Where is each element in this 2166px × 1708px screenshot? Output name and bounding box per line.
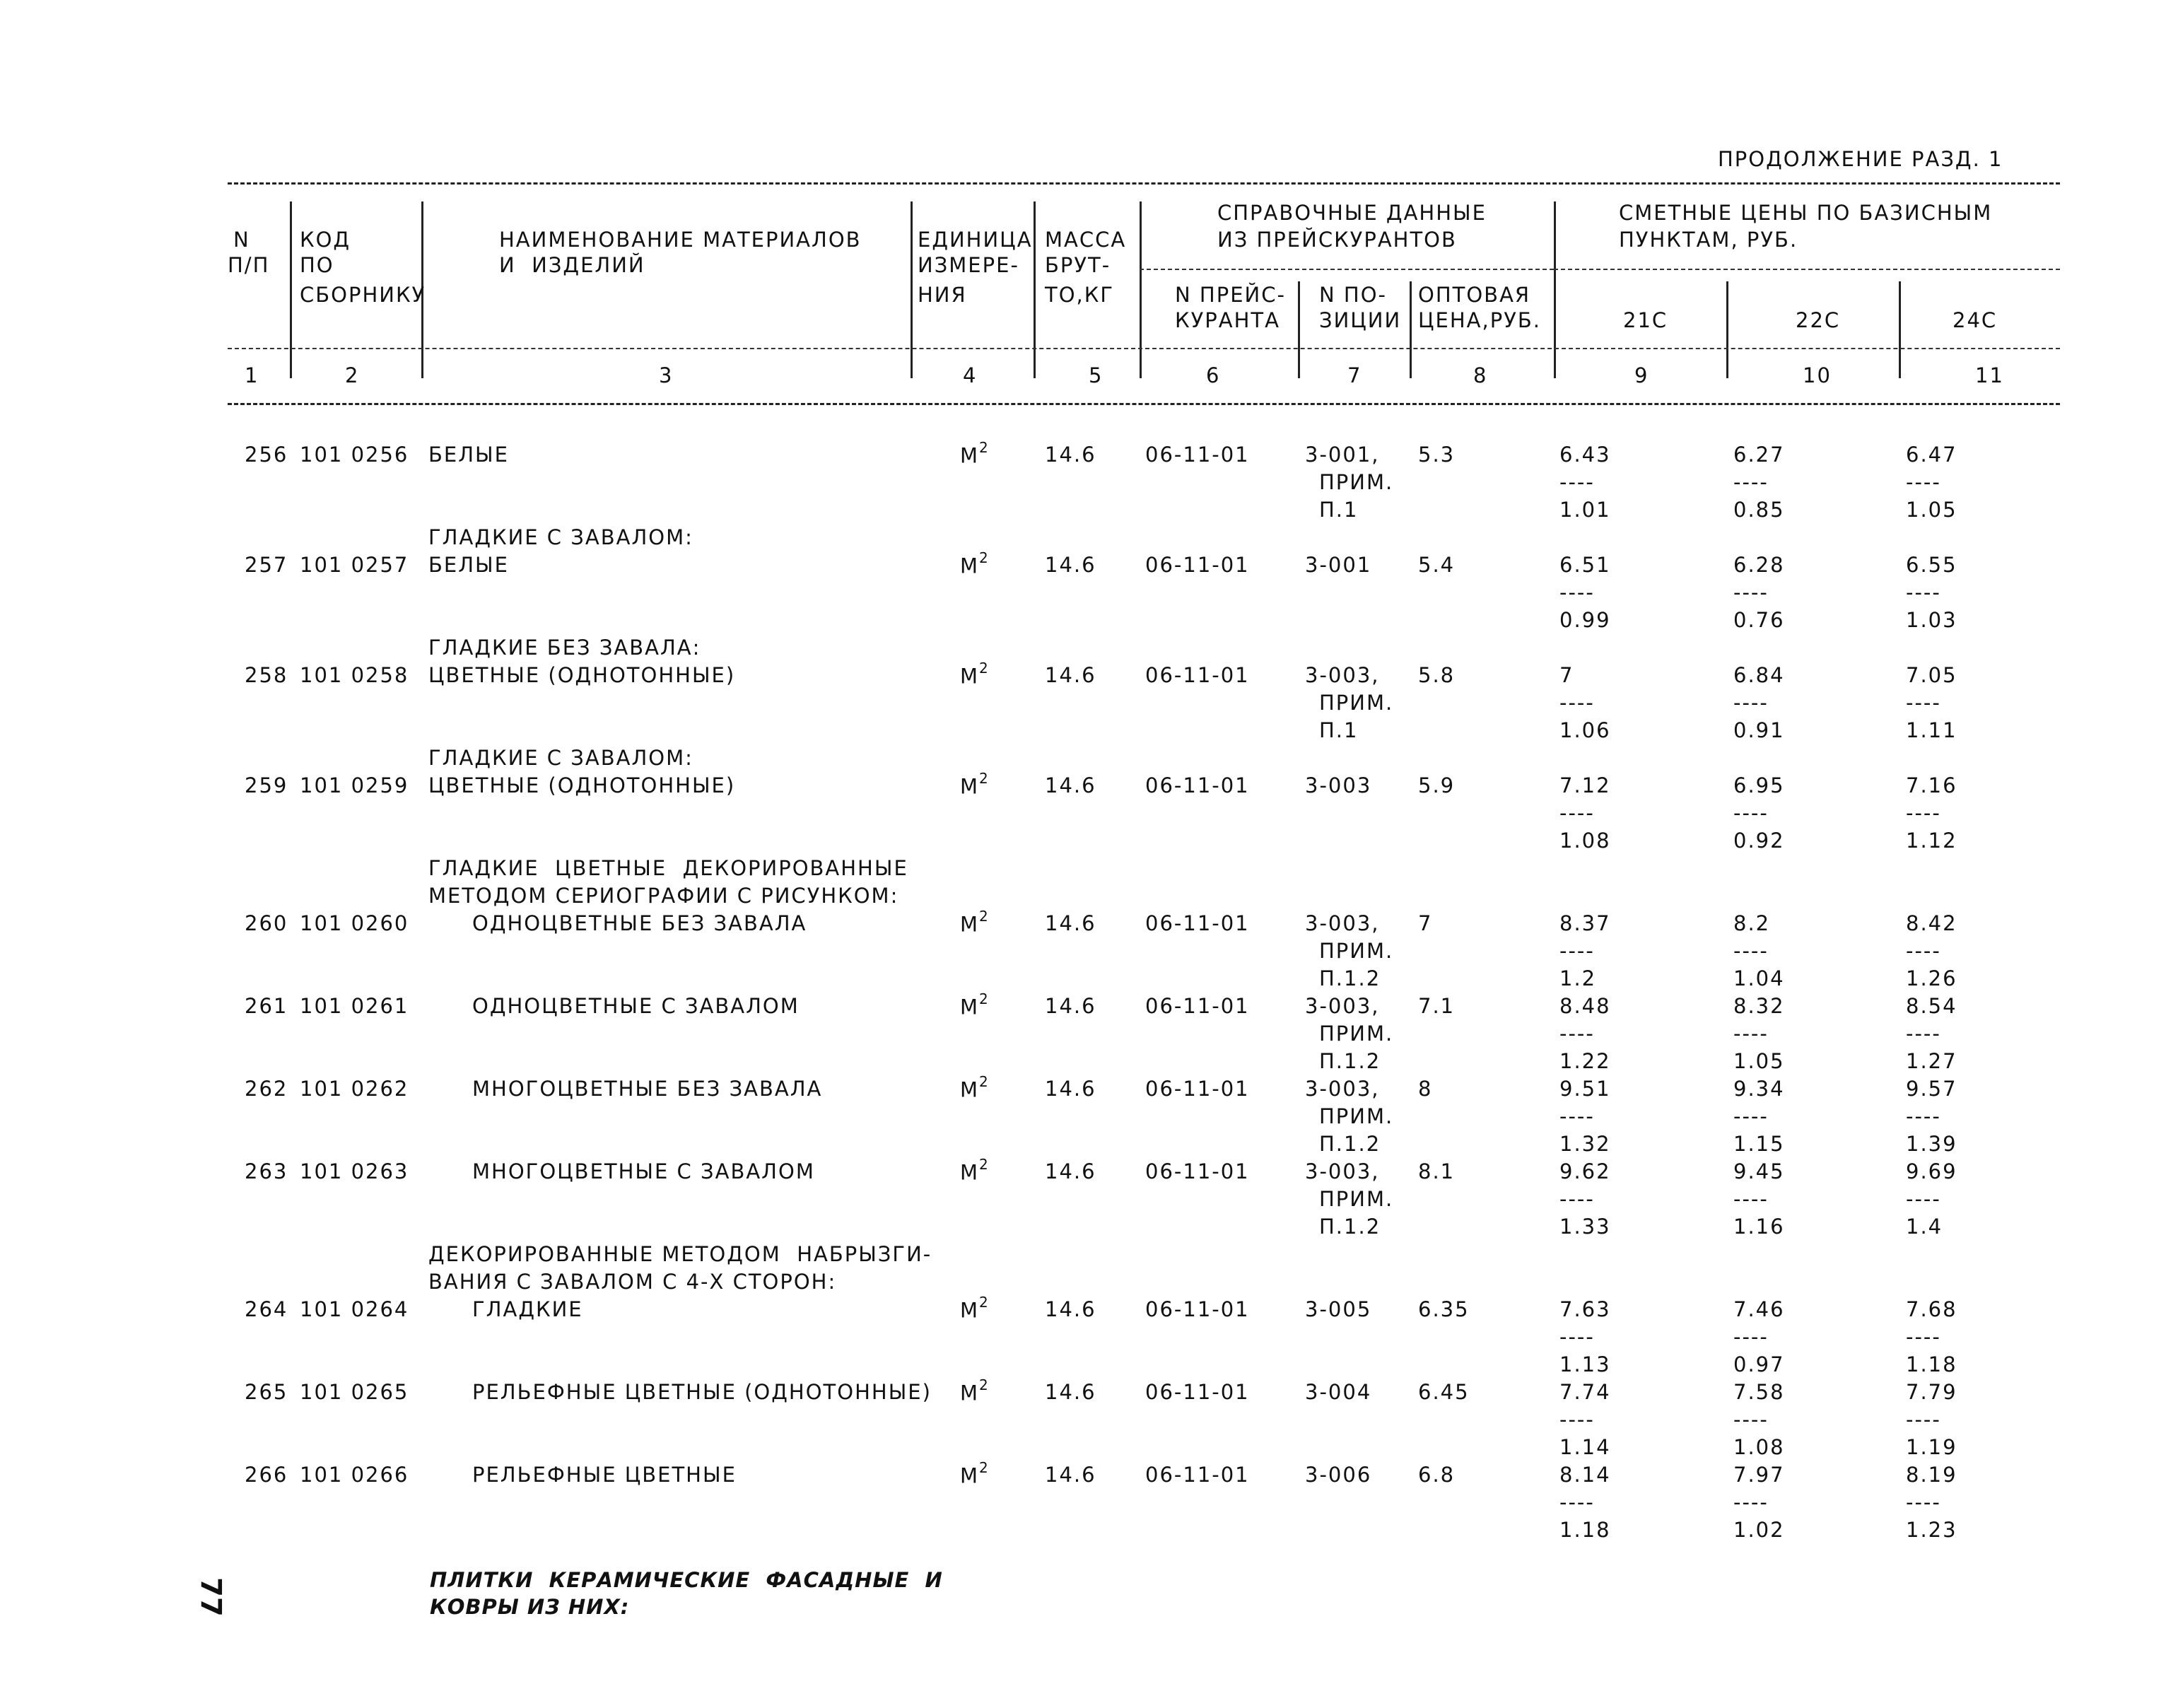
colnum-6: 6 <box>1206 363 1221 387</box>
est-price-c22: 6.95 <box>1733 773 1785 797</box>
row-position: 3-003, <box>1305 1159 1380 1183</box>
row-unit <box>960 438 990 468</box>
row-mass: 14.6 <box>1045 911 1096 935</box>
row-code: 101 0264 <box>300 1297 409 1321</box>
est-price-c24: 6.47 <box>1906 443 1957 467</box>
hdr-pos-1: N ПО- <box>1319 283 1388 307</box>
footer-heading-2: КОВРЫ ИЗ НИХ: <box>430 1595 630 1619</box>
est-price-c24: 7.16 <box>1906 773 1957 797</box>
row-price-list: 06-11-01 <box>1145 911 1250 935</box>
est-price-c24: 7.05 <box>1906 663 1957 687</box>
est-price-separator: ---- <box>1906 1325 1941 1349</box>
row-position: ПРИМ. <box>1319 470 1394 494</box>
est-price-c21: 9.62 <box>1559 1159 1611 1183</box>
est-price-separator: ---- <box>1559 580 1595 604</box>
row-wholesale-price: 8.1 <box>1418 1159 1456 1183</box>
est-price-c22-sub: 0.91 <box>1733 718 1785 742</box>
row-position: П.1.2 <box>1319 1132 1381 1156</box>
row-code: 101 0266 <box>300 1463 409 1487</box>
est-price-separator: ---- <box>1733 939 1769 963</box>
est-price-separator: ---- <box>1559 1104 1595 1128</box>
unit-symbol: М <box>960 912 980 937</box>
est-price-separator: ---- <box>1559 691 1595 715</box>
col-sep <box>1410 281 1412 378</box>
row-name: БЕЛЫЕ <box>428 443 509 467</box>
hdr-price-1: ОПТОВАЯ <box>1418 283 1531 307</box>
row-position: 3-005 <box>1305 1297 1372 1321</box>
colnum-4: 4 <box>963 363 978 387</box>
row-position: 3-004 <box>1305 1380 1372 1404</box>
est-price-c22: 7.58 <box>1733 1380 1785 1404</box>
est-price-c21: 7.63 <box>1559 1297 1611 1321</box>
row-position: 3-003 <box>1305 773 1372 797</box>
est-price-c22-sub: 0.85 <box>1733 498 1785 522</box>
est-price-separator: ---- <box>1733 691 1769 715</box>
est-price-c22: 6.84 <box>1733 663 1785 687</box>
col-sep <box>1899 281 1901 378</box>
row-position: П.1.2 <box>1319 966 1381 990</box>
est-price-c24-sub: 1.12 <box>1906 829 1957 853</box>
row-number: 262 <box>245 1077 288 1101</box>
row-name: МНОГОЦВЕТНЫЕ БЕЗ ЗАВАЛА <box>472 1077 823 1101</box>
unit-symbol: М <box>960 1077 980 1102</box>
est-price-separator: ---- <box>1733 1325 1769 1349</box>
col-sep <box>1554 201 1556 378</box>
row-position: ПРИМ. <box>1319 1104 1394 1128</box>
unit-exponent: 2 <box>979 439 990 456</box>
top-rule <box>228 182 2060 185</box>
unit-exponent: 2 <box>979 1294 990 1311</box>
hdr-21c: 21С <box>1623 308 1668 332</box>
row-unit <box>960 990 990 1019</box>
row-wholesale-price: 6.8 <box>1418 1463 1456 1487</box>
est-price-separator: ---- <box>1559 1022 1595 1046</box>
row-mass: 14.6 <box>1045 553 1096 577</box>
hdr-ref-1: СПРАВОЧНЫЕ ДАННЫЕ <box>1217 201 1487 225</box>
est-price-c24: 7.68 <box>1906 1297 1957 1321</box>
est-price-separator: ---- <box>1559 1325 1595 1349</box>
row-number: 265 <box>245 1380 288 1404</box>
row-unit <box>960 907 990 937</box>
row-name: РЕЛЬЕФНЫЕ ЦВЕТНЫЕ <box>472 1463 737 1487</box>
row-mass: 14.6 <box>1045 1159 1096 1183</box>
footer-heading-1: ПЛИТКИ КЕРАМИЧЕСКИЕ ФАСАДНЫЕ И <box>430 1568 943 1592</box>
unit-exponent: 2 <box>979 908 990 925</box>
group-heading: МЕТОДОМ СЕРИОГРАФИИ С РИСУНКОМ: <box>428 884 899 908</box>
est-price-c24: 9.69 <box>1906 1159 1957 1183</box>
est-price-c22-sub: 1.02 <box>1733 1518 1785 1542</box>
est-price-c24: 6.55 <box>1906 553 1957 577</box>
row-name: ЦВЕТНЫЕ (ОДНОТОННЫЕ) <box>428 773 736 797</box>
est-price-separator: ---- <box>1559 1187 1595 1211</box>
est-price-c22-sub: 1.15 <box>1733 1132 1785 1156</box>
est-price-separator: ---- <box>1906 1022 1941 1046</box>
est-price-separator: ---- <box>1906 691 1941 715</box>
header-end-rule <box>228 403 2060 405</box>
row-position: ПРИМ. <box>1319 939 1394 963</box>
unit-symbol: М <box>960 1298 980 1323</box>
est-price-c24: 8.19 <box>1906 1463 1957 1487</box>
est-price-separator: ---- <box>1733 1408 1769 1432</box>
colnum-11: 11 <box>1975 363 2004 387</box>
unit-symbol: М <box>960 1160 980 1185</box>
row-unit <box>960 549 990 578</box>
row-mass: 14.6 <box>1045 1463 1096 1487</box>
est-price-c24-sub: 1.19 <box>1906 1435 1957 1459</box>
group-heading: ВАНИЯ С ЗАВАЛОМ С 4-Х СТОРОН: <box>428 1270 837 1294</box>
col-sep <box>1726 281 1728 378</box>
row-position: 3-001 <box>1305 553 1372 577</box>
row-unit <box>960 1458 990 1488</box>
row-mass: 14.6 <box>1045 443 1096 467</box>
est-price-c24: 7.79 <box>1906 1380 1957 1404</box>
row-unit <box>960 1072 990 1102</box>
row-code: 101 0260 <box>300 911 409 935</box>
unit-symbol: М <box>960 554 980 578</box>
est-price-c24: 9.57 <box>1906 1077 1957 1101</box>
est-price-separator: ---- <box>1733 470 1769 494</box>
row-number: 260 <box>245 911 288 935</box>
header-sub-rule <box>1140 269 1554 270</box>
row-number: 257 <box>245 553 288 577</box>
est-price-c24: 8.54 <box>1906 994 1957 1018</box>
est-price-c24: 8.42 <box>1906 911 1957 935</box>
est-price-separator: ---- <box>1733 801 1769 825</box>
est-price-c21: 7 <box>1559 663 1574 687</box>
est-price-c22-sub: 1.16 <box>1733 1215 1785 1239</box>
continuation-note: ПРОДОЛЖЕНИЕ РАЗД. 1 <box>1718 147 2003 171</box>
row-unit <box>960 659 990 689</box>
unit-symbol: М <box>960 443 980 468</box>
unit-exponent: 2 <box>979 1459 990 1476</box>
row-mass: 14.6 <box>1045 773 1096 797</box>
colnum-8: 8 <box>1473 363 1488 387</box>
row-price-list: 06-11-01 <box>1145 553 1250 577</box>
row-mass: 14.6 <box>1045 1077 1096 1101</box>
row-unit <box>960 769 990 799</box>
row-position: П.1 <box>1319 498 1359 522</box>
est-price-c24-sub: 1.18 <box>1906 1352 1957 1376</box>
header-sub-rule <box>1554 269 2060 270</box>
est-price-c21: 6.51 <box>1559 553 1611 577</box>
colnum-5: 5 <box>1089 363 1104 387</box>
row-mass: 14.6 <box>1045 994 1096 1018</box>
row-name: ГЛАДКИЕ <box>472 1297 583 1321</box>
hdr-22c: 22С <box>1796 308 1841 332</box>
row-position: 3-003, <box>1305 994 1380 1018</box>
row-name: ОДНОЦВЕТНЫЕ БЕЗ ЗАВАЛА <box>472 911 807 935</box>
row-price-list: 06-11-01 <box>1145 773 1250 797</box>
est-price-c24-sub: 1.26 <box>1906 966 1957 990</box>
est-price-c22-sub: 0.76 <box>1733 608 1785 632</box>
est-price-separator: ---- <box>1559 801 1595 825</box>
est-price-c24-sub: 1.05 <box>1906 498 1957 522</box>
row-price-list: 06-11-01 <box>1145 1077 1250 1101</box>
est-price-separator: ---- <box>1733 1187 1769 1211</box>
group-heading: ГЛАДКИЕ С ЗАВАЛОМ: <box>428 746 693 770</box>
row-number: 264 <box>245 1297 288 1321</box>
est-price-separator: ---- <box>1906 939 1941 963</box>
hdr-code-1: КОД <box>300 228 351 252</box>
est-price-separator: ---- <box>1733 1104 1769 1128</box>
row-position: 3-003, <box>1305 911 1380 935</box>
est-price-c21-sub: 1.32 <box>1559 1132 1611 1156</box>
row-number: 258 <box>245 663 288 687</box>
hdr-mass-2: БРУТ- <box>1045 253 1111 277</box>
hdr-est-2: ПУНКТАМ, РУБ. <box>1619 228 1798 252</box>
est-price-c22-sub: 1.08 <box>1733 1435 1785 1459</box>
est-price-separator: ---- <box>1559 1408 1595 1432</box>
row-wholesale-price: 5.9 <box>1418 773 1456 797</box>
row-code: 101 0263 <box>300 1159 409 1183</box>
colnum-9: 9 <box>1634 363 1649 387</box>
hdr-num-1: N <box>233 228 250 252</box>
row-name: РЕЛЬЕФНЫЕ ЦВЕТНЫЕ (ОДНОТОННЫЕ) <box>472 1380 932 1404</box>
est-price-separator: ---- <box>1559 939 1595 963</box>
hdr-code-2: ПО <box>300 253 334 277</box>
est-price-c22-sub: 1.04 <box>1733 966 1785 990</box>
unit-symbol: М <box>960 664 980 689</box>
est-price-c24-sub: 1.11 <box>1906 718 1957 742</box>
colnum-1: 1 <box>245 363 259 387</box>
hdr-num-2: П/П <box>228 253 270 277</box>
est-price-separator: ---- <box>1906 801 1941 825</box>
est-price-c21-sub: 1.33 <box>1559 1215 1611 1239</box>
est-price-c21: 8.48 <box>1559 994 1611 1018</box>
row-unit <box>960 1376 990 1405</box>
est-price-c22-sub: 0.92 <box>1733 829 1785 853</box>
hdr-ref-2: ИЗ ПРЕЙСКУРАНТОВ <box>1217 228 1457 252</box>
est-price-c22-sub: 0.97 <box>1733 1352 1785 1376</box>
row-price-list: 06-11-01 <box>1145 443 1250 467</box>
est-price-separator: ---- <box>1559 1490 1595 1514</box>
unit-symbol: М <box>960 1463 980 1488</box>
est-price-c24-sub: 1.27 <box>1906 1049 1957 1073</box>
est-price-c21-sub: 1.14 <box>1559 1435 1611 1459</box>
col-sep <box>1298 281 1300 378</box>
row-position: П.1.2 <box>1319 1049 1381 1073</box>
row-price-list: 06-11-01 <box>1145 1380 1250 1404</box>
unit-exponent: 2 <box>979 549 990 566</box>
row-name: ОДНОЦВЕТНЫЕ С ЗАВАЛОМ <box>472 994 800 1018</box>
unit-exponent: 2 <box>979 1376 990 1393</box>
row-wholesale-price: 7.1 <box>1418 994 1456 1018</box>
row-mass: 14.6 <box>1045 663 1096 687</box>
est-price-c21-sub: 1.01 <box>1559 498 1611 522</box>
row-wholesale-price: 6.45 <box>1418 1380 1470 1404</box>
hdr-mass-3: ТО,КГ <box>1045 283 1115 307</box>
col-sep <box>1140 201 1142 378</box>
row-wholesale-price: 6.35 <box>1418 1297 1470 1321</box>
page-number: 77 <box>194 1577 227 1617</box>
row-price-list: 06-11-01 <box>1145 1463 1250 1487</box>
row-wholesale-price: 5.8 <box>1418 663 1456 687</box>
row-mass: 14.6 <box>1045 1380 1096 1404</box>
est-price-c21-sub: 1.13 <box>1559 1352 1611 1376</box>
row-wholesale-price: 7 <box>1418 911 1433 935</box>
row-name: МНОГОЦВЕТНЫЕ С ЗАВАЛОМ <box>472 1159 815 1183</box>
hdr-pos-2: ЗИЦИИ <box>1319 308 1402 332</box>
row-code: 101 0259 <box>300 773 409 797</box>
row-price-list: 06-11-01 <box>1145 1297 1250 1321</box>
est-price-separator: ---- <box>1906 1187 1941 1211</box>
row-code: 101 0265 <box>300 1380 409 1404</box>
est-price-c24-sub: 1.4 <box>1906 1215 1943 1239</box>
est-price-c21-sub: 1.06 <box>1559 718 1611 742</box>
est-price-c22: 9.34 <box>1733 1077 1785 1101</box>
row-wholesale-price: 5.4 <box>1418 553 1456 577</box>
unit-exponent: 2 <box>979 1156 990 1173</box>
group-heading: ГЛАДКИЕ С ЗАВАЛОМ: <box>428 525 693 549</box>
col-sep <box>911 201 913 378</box>
row-position: ПРИМ. <box>1319 691 1394 715</box>
hdr-code-3: СБОРНИКУ <box>300 283 426 307</box>
row-price-list: 06-11-01 <box>1145 1159 1250 1183</box>
unit-symbol: М <box>960 1381 980 1405</box>
col-sep <box>1034 201 1036 378</box>
unit-exponent: 2 <box>979 1073 990 1090</box>
est-price-c22-sub: 1.05 <box>1733 1049 1785 1073</box>
row-code: 101 0256 <box>300 443 409 467</box>
est-price-separator: ---- <box>1906 1490 1941 1514</box>
est-price-separator: ---- <box>1906 470 1941 494</box>
hdr-24c: 24С <box>1953 308 1998 332</box>
est-price-c22: 6.27 <box>1733 443 1785 467</box>
est-price-separator: ---- <box>1906 1408 1941 1432</box>
colnum-10: 10 <box>1803 363 1832 387</box>
row-position: П.1 <box>1319 718 1359 742</box>
row-unit <box>960 1155 990 1185</box>
est-price-c22: 7.97 <box>1733 1463 1785 1487</box>
est-price-separator: ---- <box>1906 1104 1941 1128</box>
row-position: П.1.2 <box>1319 1215 1381 1239</box>
colnum-2: 2 <box>345 363 360 387</box>
row-price-list: 06-11-01 <box>1145 994 1250 1018</box>
group-heading: ГЛАДКИЕ БЕЗ ЗАВАЛА: <box>428 636 701 660</box>
row-code: 101 0258 <box>300 663 409 687</box>
row-unit <box>960 1293 990 1323</box>
hdr-est-1: СМЕТНЫЕ ЦЕНЫ ПО БАЗИСНЫМ <box>1619 201 1993 225</box>
est-price-c24-sub: 1.39 <box>1906 1132 1957 1156</box>
est-price-c22: 8.32 <box>1733 994 1785 1018</box>
row-number: 266 <box>245 1463 288 1487</box>
est-price-separator: ---- <box>1906 580 1941 604</box>
est-price-c22: 6.28 <box>1733 553 1785 577</box>
row-position: 3-003, <box>1305 1077 1380 1101</box>
row-number: 261 <box>245 994 288 1018</box>
est-price-c22: 9.45 <box>1733 1159 1785 1183</box>
row-number: 256 <box>245 443 288 467</box>
est-price-c22: 7.46 <box>1733 1297 1785 1321</box>
unit-exponent: 2 <box>979 990 990 1007</box>
colnum-3: 3 <box>659 363 674 387</box>
est-price-c21-sub: 1.08 <box>1559 829 1611 853</box>
row-name: ЦВЕТНЫЕ (ОДНОТОННЫЕ) <box>428 663 736 687</box>
hdr-name-1: НАИМЕНОВАНИЕ МАТЕРИАЛОВ <box>499 228 862 252</box>
row-wholesale-price: 8 <box>1418 1077 1433 1101</box>
hdr-unit-3: НИЯ <box>918 283 967 307</box>
est-price-separator: ---- <box>1733 1490 1769 1514</box>
unit-symbol: М <box>960 995 980 1019</box>
unit-exponent: 2 <box>979 770 990 787</box>
colnum-7: 7 <box>1347 363 1362 387</box>
row-price-list: 06-11-01 <box>1145 663 1250 687</box>
hdr-name-2: И ИЗДЕЛИЙ <box>499 253 645 277</box>
row-position: 3-003, <box>1305 663 1380 687</box>
hdr-unit-2: ИЗМЕРЕ- <box>918 253 1019 277</box>
row-code: 101 0257 <box>300 553 409 577</box>
est-price-c21-sub: 1.18 <box>1559 1518 1611 1542</box>
row-position: 3-001, <box>1305 443 1380 467</box>
est-price-c21: 6.43 <box>1559 443 1611 467</box>
est-price-c21: 7.74 <box>1559 1380 1611 1404</box>
hdr-unit-1: ЕДИНИЦА <box>918 228 1033 252</box>
est-price-c21: 8.14 <box>1559 1463 1611 1487</box>
est-price-c21: 9.51 <box>1559 1077 1611 1101</box>
unit-symbol: М <box>960 774 980 799</box>
row-position: ПРИМ. <box>1319 1022 1394 1046</box>
est-price-c24-sub: 1.03 <box>1906 608 1957 632</box>
est-price-c24-sub: 1.23 <box>1906 1518 1957 1542</box>
row-code: 101 0262 <box>300 1077 409 1101</box>
hdr-mass-1: МАССА <box>1045 228 1127 252</box>
header-bottom-rule <box>228 348 2060 349</box>
row-wholesale-price: 5.3 <box>1418 443 1456 467</box>
row-position: ПРИМ. <box>1319 1187 1394 1211</box>
row-code: 101 0261 <box>300 994 409 1018</box>
est-price-c21-sub: 1.2 <box>1559 966 1597 990</box>
est-price-separator: ---- <box>1733 1022 1769 1046</box>
est-price-separator: ---- <box>1559 470 1595 494</box>
group-heading: ДЕКОРИРОВАННЫЕ МЕТОДОМ НАБРЫЗГИ- <box>428 1242 932 1266</box>
group-heading: ГЛАДКИЕ ЦВЕТНЫЕ ДЕКОРИРОВАННЫЕ <box>428 856 908 880</box>
est-price-c22: 8.2 <box>1733 911 1771 935</box>
est-price-c21: 8.37 <box>1559 911 1611 935</box>
row-number: 263 <box>245 1159 288 1183</box>
est-price-separator: ---- <box>1733 580 1769 604</box>
est-price-c21-sub: 1.22 <box>1559 1049 1611 1073</box>
col-sep <box>290 201 292 378</box>
row-number: 259 <box>245 773 288 797</box>
est-price-c21: 7.12 <box>1559 773 1611 797</box>
est-price-c21-sub: 0.99 <box>1559 608 1611 632</box>
hdr-pricelist-1: N ПРЕЙС- <box>1175 283 1286 307</box>
row-name: БЕЛЫЕ <box>428 553 509 577</box>
hdr-pricelist-2: КУРАНТА <box>1175 308 1280 332</box>
row-position: 3-006 <box>1305 1463 1372 1487</box>
row-mass: 14.6 <box>1045 1297 1096 1321</box>
unit-exponent: 2 <box>979 660 990 677</box>
hdr-price-2: ЦЕНА,РУБ. <box>1418 308 1541 332</box>
